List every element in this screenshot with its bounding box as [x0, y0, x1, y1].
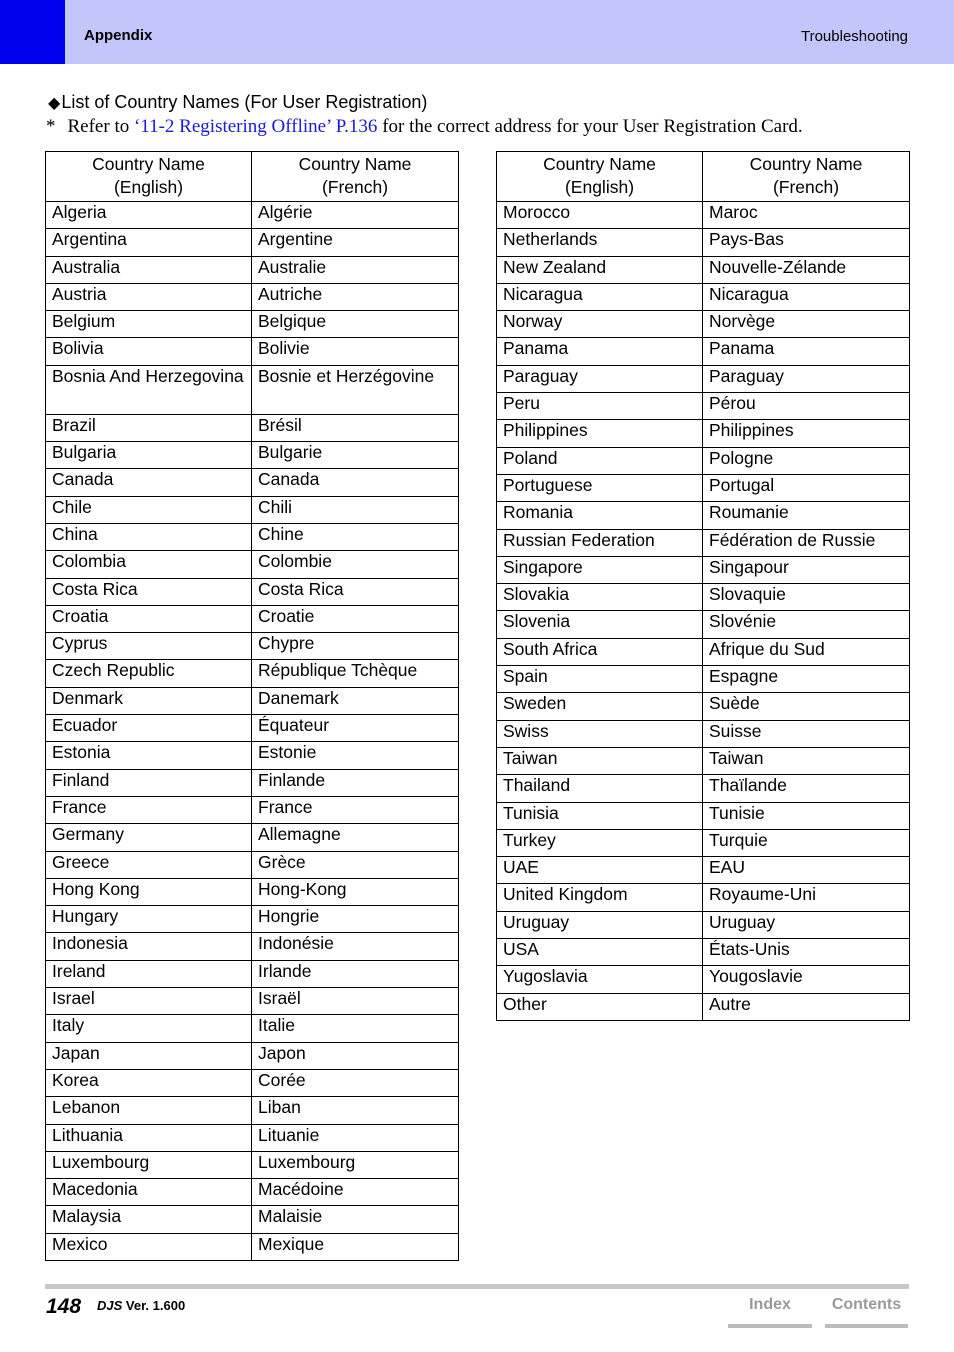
registration-note — [46, 116, 803, 138]
table-row — [46, 1179, 459, 1206]
country-english-cell: Norway — [497, 311, 703, 338]
footer-divider — [45, 1284, 909, 1289]
country-english-cell: Costa Rica — [46, 578, 252, 605]
country-french-cell: Tunisie — [703, 802, 910, 829]
country-english-cell: Macedonia — [46, 1179, 252, 1206]
table-row — [46, 1097, 459, 1124]
country-french-cell: Slovaquie — [703, 584, 910, 611]
table-row — [497, 229, 910, 256]
country-french-cell: République Tchèque — [252, 660, 459, 687]
table-row — [497, 638, 910, 665]
country-english-cell: Mexico — [46, 1233, 252, 1260]
table-row — [497, 447, 910, 474]
table-row — [46, 442, 459, 469]
page-header — [0, 0, 954, 64]
country-french-cell: Fédération de Russie — [703, 529, 910, 556]
country-english-cell: Croatia — [46, 605, 252, 632]
table-row — [46, 1151, 459, 1178]
country-english-cell: New Zealand — [497, 256, 703, 283]
header-english: Country Name (English) — [46, 152, 252, 202]
table-row — [46, 1233, 459, 1260]
version-number: Ver. 1.600 — [122, 1298, 186, 1313]
table-row — [46, 878, 459, 905]
country-english-cell: Uruguay — [497, 911, 703, 938]
country-french-cell: Corée — [252, 1069, 459, 1096]
country-french-cell: Croatie — [252, 605, 459, 632]
table-row — [497, 502, 910, 529]
country-french-cell: Irlande — [252, 960, 459, 987]
table-row — [497, 611, 910, 638]
country-french-cell: Luxembourg — [252, 1151, 459, 1178]
table-row — [46, 1206, 459, 1233]
table-row — [497, 529, 910, 556]
table-header-row — [46, 152, 459, 202]
country-french-cell: Autre — [703, 993, 910, 1020]
country-french-cell: Finlande — [252, 769, 459, 796]
country-french-cell: Espagne — [703, 666, 910, 693]
country-english-cell: Nicaragua — [497, 283, 703, 310]
country-french-cell: Grèce — [252, 851, 459, 878]
country-english-cell: Malaysia — [46, 1206, 252, 1233]
table-row — [46, 365, 459, 414]
country-french-cell: Pays-Bas — [703, 229, 910, 256]
country-french-cell: Taiwan — [703, 747, 910, 774]
table-header-row — [497, 152, 910, 202]
header-english: Country Name (English) — [497, 152, 703, 202]
country-french-cell: Bulgarie — [252, 442, 459, 469]
table-row — [497, 474, 910, 501]
country-english-cell: Germany — [46, 824, 252, 851]
country-french-cell: Chine — [252, 523, 459, 550]
country-english-cell: Israel — [46, 988, 252, 1015]
table-row — [497, 393, 910, 420]
country-english-cell: USA — [497, 939, 703, 966]
note-marker: * — [46, 116, 56, 137]
country-english-cell: Panama — [497, 338, 703, 365]
country-french-cell: Malaisie — [252, 1206, 459, 1233]
country-english-cell: Bosnia And Herzegovina — [46, 365, 252, 414]
country-english-cell: Cyprus — [46, 633, 252, 660]
country-french-cell: Canada — [252, 469, 459, 496]
country-english-cell: Lithuania — [46, 1124, 252, 1151]
table-row — [497, 283, 910, 310]
table-row — [46, 742, 459, 769]
country-english-cell: Slovakia — [497, 584, 703, 611]
table-row — [497, 775, 910, 802]
table-row — [46, 796, 459, 823]
table-row — [497, 338, 910, 365]
country-english-cell: Finland — [46, 769, 252, 796]
chapter-title: Troubleshooting — [800, 28, 908, 45]
country-english-cell: Hong Kong — [46, 878, 252, 905]
country-french-cell: Nicaragua — [703, 283, 910, 310]
table-row — [497, 720, 910, 747]
section-title: Appendix — [84, 27, 153, 44]
list-heading — [48, 92, 427, 113]
country-french-cell: Turquie — [703, 829, 910, 856]
country-english-cell: Ireland — [46, 960, 252, 987]
table-row — [46, 496, 459, 523]
contents-button[interactable]: Contents — [825, 1296, 908, 1328]
country-french-cell: Nouvelle-Zélande — [703, 256, 910, 283]
country-english-cell: Taiwan — [497, 747, 703, 774]
table-row — [46, 605, 459, 632]
page-number: 148 — [46, 1295, 82, 1318]
table-row — [46, 551, 459, 578]
table-row — [46, 1042, 459, 1069]
country-english-cell: United Kingdom — [497, 884, 703, 911]
country-french-cell: Slovénie — [703, 611, 910, 638]
country-french-cell: Macédoine — [252, 1179, 459, 1206]
table-row — [497, 747, 910, 774]
table-row — [46, 578, 459, 605]
country-english-cell: Indonesia — [46, 933, 252, 960]
table-row — [46, 256, 459, 283]
country-french-cell: Yougoslavie — [703, 966, 910, 993]
table-row — [497, 420, 910, 447]
country-english-cell: Tunisia — [497, 802, 703, 829]
table-row — [46, 633, 459, 660]
country-english-cell: Swiss — [497, 720, 703, 747]
country-french-cell: Pologne — [703, 447, 910, 474]
country-english-cell: Lebanon — [46, 1097, 252, 1124]
table-row — [497, 993, 910, 1020]
table-row — [497, 556, 910, 583]
country-french-cell: Indonésie — [252, 933, 459, 960]
country-table-right — [496, 151, 910, 1021]
country-english-cell: Belgium — [46, 311, 252, 338]
table-row — [46, 523, 459, 550]
country-english-cell: Singapore — [497, 556, 703, 583]
country-french-cell: Bosnie et Herzégovine — [252, 365, 459, 414]
country-english-cell: Portuguese — [497, 474, 703, 501]
country-french-cell: Norvège — [703, 311, 910, 338]
country-french-cell: Algérie — [252, 202, 459, 229]
country-english-cell: Luxembourg — [46, 1151, 252, 1178]
table-row — [46, 851, 459, 878]
country-french-cell: Australie — [252, 256, 459, 283]
country-english-cell: Australia — [46, 256, 252, 283]
table-row — [46, 906, 459, 933]
country-french-cell: Lituanie — [252, 1124, 459, 1151]
country-english-cell: South Africa — [497, 638, 703, 665]
table-row — [497, 256, 910, 283]
country-french-cell: Estonie — [252, 742, 459, 769]
country-english-cell: Netherlands — [497, 229, 703, 256]
country-english-cell: Hungary — [46, 906, 252, 933]
table-row — [497, 884, 910, 911]
header-accent-block — [0, 0, 65, 64]
country-french-cell: Thaïlande — [703, 775, 910, 802]
country-english-cell: Brazil — [46, 414, 252, 441]
country-french-cell: Suisse — [703, 720, 910, 747]
country-french-cell: Suède — [703, 693, 910, 720]
country-english-cell: Greece — [46, 851, 252, 878]
table-row — [497, 311, 910, 338]
country-english-cell: Yugoslavia — [497, 966, 703, 993]
table-row — [46, 687, 459, 714]
table-row — [46, 338, 459, 365]
table-row — [497, 584, 910, 611]
country-english-cell: France — [46, 796, 252, 823]
table-row — [497, 829, 910, 856]
country-french-cell: Royaume-Uni — [703, 884, 910, 911]
table-row — [497, 939, 910, 966]
table-row — [46, 769, 459, 796]
table-row — [46, 933, 459, 960]
country-french-cell: Autriche — [252, 283, 459, 310]
country-french-cell: Mexique — [252, 1233, 459, 1260]
table-row — [497, 857, 910, 884]
country-french-cell: Afrique du Sud — [703, 638, 910, 665]
country-english-cell: Colombia — [46, 551, 252, 578]
country-english-cell: Algeria — [46, 202, 252, 229]
country-french-cell: Belgique — [252, 311, 459, 338]
country-french-cell: Hong-Kong — [252, 878, 459, 905]
country-english-cell: Morocco — [497, 202, 703, 229]
table-row — [46, 311, 459, 338]
table-row — [46, 202, 459, 229]
country-english-cell: Poland — [497, 447, 703, 474]
table-row — [46, 960, 459, 987]
country-french-cell: Portugal — [703, 474, 910, 501]
country-english-cell: Denmark — [46, 687, 252, 714]
country-french-cell: Singapour — [703, 556, 910, 583]
table-row — [46, 469, 459, 496]
country-french-cell: Brésil — [252, 414, 459, 441]
country-french-cell: Roumanie — [703, 502, 910, 529]
country-french-cell: EAU — [703, 857, 910, 884]
country-french-cell: Pérou — [703, 393, 910, 420]
table-row — [46, 1124, 459, 1151]
table-row — [46, 660, 459, 687]
country-english-cell: Czech Republic — [46, 660, 252, 687]
index-button[interactable]: Index — [728, 1296, 812, 1328]
country-french-cell: Japon — [252, 1042, 459, 1069]
country-french-cell: Chypre — [252, 633, 459, 660]
table-row — [497, 911, 910, 938]
brand-name: DJS — [97, 1298, 123, 1313]
country-french-cell: Uruguay — [703, 911, 910, 938]
country-english-cell: Other — [497, 993, 703, 1020]
header-french: Country Name (French) — [703, 152, 910, 202]
country-english-cell: Korea — [46, 1069, 252, 1096]
country-french-cell: Panama — [703, 338, 910, 365]
list-heading-text: List of Country Names (For User Registration) — [61, 92, 428, 112]
country-french-cell: Liban — [252, 1097, 459, 1124]
table-row — [46, 229, 459, 256]
country-english-cell: Slovenia — [497, 611, 703, 638]
country-english-cell: Philippines — [497, 420, 703, 447]
country-english-cell: UAE — [497, 857, 703, 884]
country-french-cell: Paraguay — [703, 365, 910, 392]
country-french-cell: Maroc — [703, 202, 910, 229]
country-table-left — [45, 151, 459, 1261]
country-english-cell: Thailand — [497, 775, 703, 802]
country-english-cell: Turkey — [497, 829, 703, 856]
country-english-cell: Sweden — [497, 693, 703, 720]
table-row — [46, 283, 459, 310]
table-row — [46, 715, 459, 742]
country-english-cell: Chile — [46, 496, 252, 523]
country-french-cell: Colombie — [252, 551, 459, 578]
note-text-after: for the correct address for your User Registration Card. — [377, 116, 803, 137]
table-row — [497, 966, 910, 993]
table-row — [497, 666, 910, 693]
country-english-cell: Estonia — [46, 742, 252, 769]
country-french-cell: Chili — [252, 496, 459, 523]
version-label — [97, 1298, 185, 1313]
diamond-bullet-icon: ◆ — [48, 95, 61, 112]
table-row — [46, 988, 459, 1015]
country-french-cell: Israël — [252, 988, 459, 1015]
table-row — [46, 824, 459, 851]
country-english-cell: Paraguay — [497, 365, 703, 392]
country-english-cell: Spain — [497, 666, 703, 693]
table-row — [497, 202, 910, 229]
table-row — [46, 1069, 459, 1096]
country-french-cell: Argentine — [252, 229, 459, 256]
country-english-cell: Russian Federation — [497, 529, 703, 556]
country-english-cell: Canada — [46, 469, 252, 496]
registering-offline-link[interactable]: ‘11-2 Registering Offline’ P.136 — [133, 116, 378, 137]
country-english-cell: Italy — [46, 1015, 252, 1042]
country-english-cell: Argentina — [46, 229, 252, 256]
table-row — [497, 802, 910, 829]
header-french: Country Name (French) — [252, 152, 459, 202]
country-french-cell: Équateur — [252, 715, 459, 742]
country-french-cell: Costa Rica — [252, 578, 459, 605]
country-french-cell: France — [252, 796, 459, 823]
country-french-cell: Danemark — [252, 687, 459, 714]
country-english-cell: Bulgaria — [46, 442, 252, 469]
country-french-cell: Bolivie — [252, 338, 459, 365]
country-english-cell: Austria — [46, 283, 252, 310]
country-french-cell: États-Unis — [703, 939, 910, 966]
country-english-cell: Japan — [46, 1042, 252, 1069]
country-french-cell: Allemagne — [252, 824, 459, 851]
country-english-cell: Romania — [497, 502, 703, 529]
country-english-cell: China — [46, 523, 252, 550]
note-text-before: Refer to — [67, 116, 134, 137]
country-english-cell: Bolivia — [46, 338, 252, 365]
country-english-cell: Peru — [497, 393, 703, 420]
country-french-cell: Philippines — [703, 420, 910, 447]
table-row — [497, 693, 910, 720]
country-english-cell: Ecuador — [46, 715, 252, 742]
country-french-cell: Italie — [252, 1015, 459, 1042]
country-french-cell: Hongrie — [252, 906, 459, 933]
table-row — [46, 414, 459, 441]
table-row — [46, 1015, 459, 1042]
table-row — [497, 365, 910, 392]
